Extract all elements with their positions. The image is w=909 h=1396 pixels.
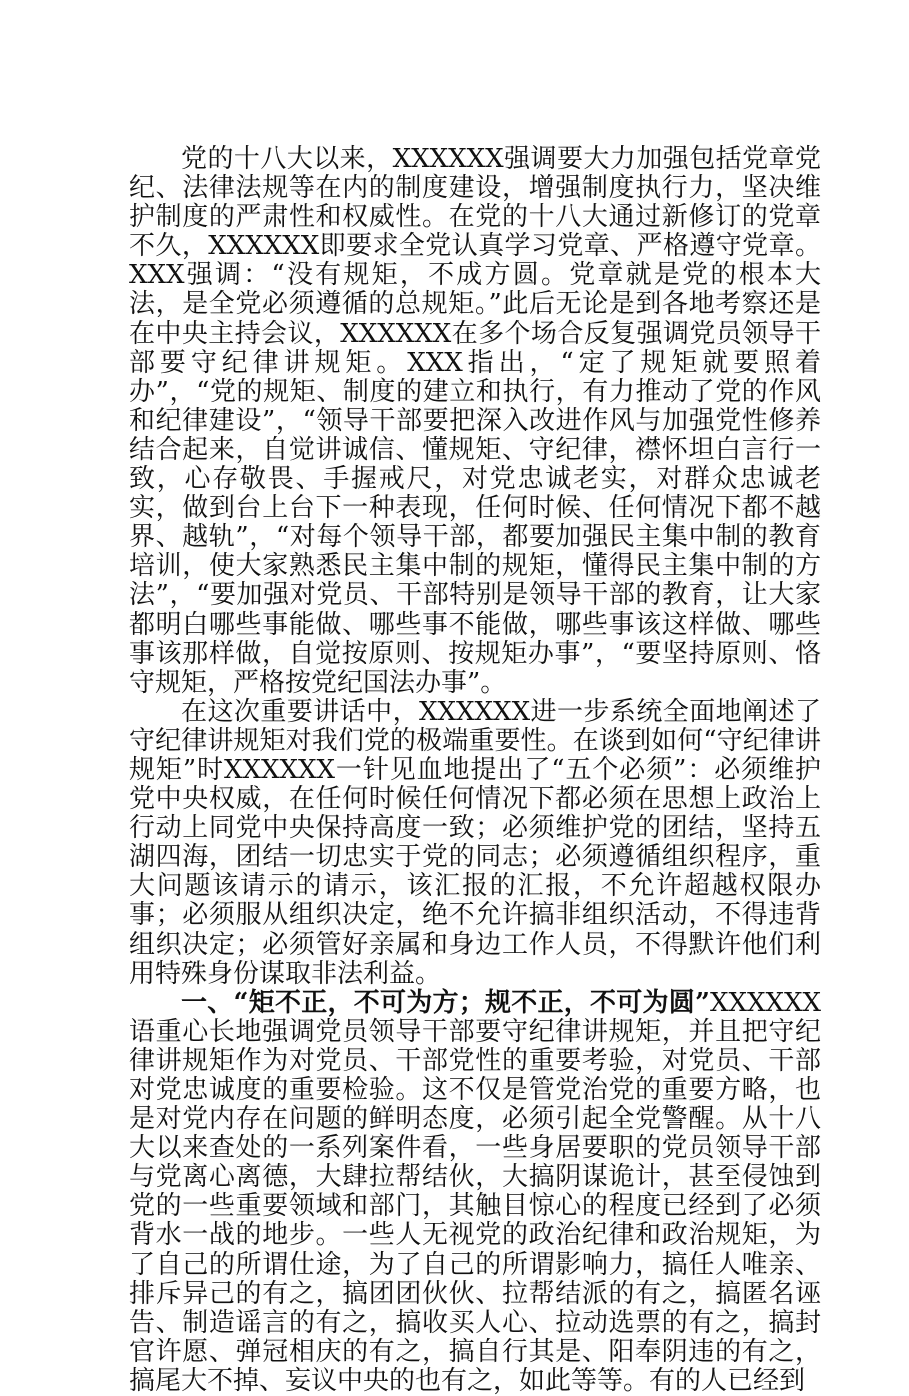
paragraph-1: 党的十八大以来，XXXXXX强调要大力加强包括党章党纪、法律法规等在内的制度建设，增强制度执行力，坚决维护制度的严肃性和权威性。在党的十八大通过新修订的党章不久，XXXXXX即要求全党认真学习党章、严格遵守党章。XXX强调：“没有规矩，不成方圆。党章就是党的根本大法，是全党必须遵循的总规矩。”此后无论是到各地考察还是在中央主持会议，XXXXXX在多个场合反复强调党员领导干部要守纪律讲规矩。XXX指出，“定了规矩就要照着办”，“党的规矩、制度的建立和执行，有力推动了党的作风和纪律建设”，“领导干部要把深入改进作风与加强党性修养结合起来，自觉讲诚信、懂规矩、守纪律，襟怀坦白言行一致，心存敬畏、手握戒尺，对党忠诚老实，对群众忠诚老实，做到台上台下一种表现，任何时候、任何情况下都不越界、越轨”，“对每个领导干部，都要加强民主集中制的教育培训，使大家熟悉民主集中制的规矩，懂得民主集中制的方法”，“要加强对党员、干部特别是领导干部的教育，让大家都明白哪些事能做、哪些事不能做，哪些事该这样做、哪些事该那样做，自觉按原则、按规矩办事”，“要坚持原则、恪守规矩，严格按党纪国法办事”。 [129,144,821,698]
paragraph-2: 在这次重要讲话中，XXXXXX进一步系统全面地阐述了守纪律讲规矩对我们党的极端重要性。在谈到如何“守纪律讲规矩”时XXXXXX一针见血地提出了“五个必须”：必须维护党中央权威，在任何时候任何情况下都必须在思想上政治上行动上同党中央保持高度一致；必须维护党的团结，坚持五湖四海，团结一切忠实于党的同志；必须遵循组织程序，重大问题该请示的请示，该汇报的汇报，不允许超越权限办事；必须服从组织决定，绝不允许搞非组织活动，不得违背组织决定；必须管好亲属和身边工作人员，不得默许他们利用特殊身份谋取非法利益。 [129,696,821,989]
document-body [129,145,821,1396]
section-heading: 一、“矩不正，不可为方；规不正，不可为圆” [181,987,710,1018]
section-paragraph [129,989,821,1396]
section-body: XXXXXX语重心长地强调党员领导干部要守纪律讲规矩，并且把守纪律讲规矩作为对党员、干部党性的重要考验，对党员、干部对党忠诚度的重要检验。这不仅是管党治党的重要方略，也是对党内存在问题的鲜明态度，必须引起全党警醒。从十八大以来查处的一系列案件看，一些身居要职的党员领导干部与党离心离德，大肆拉帮结伙，大搞阴谋诡计，甚至侵蚀到党的一些重要领域和部门，其触目惊心的程度已经到了必须背水一战的地步。一些人无视党的政治纪律和政治规矩，为了自己的所谓仕途，为了自己的所谓影响力，搞任人唯亲、排斥异己的有之，搞团团伙伙、拉帮结派的有之，搞匿名诬告、制造谣言的有之，搞收买人心、拉动选票的有之，搞封官许愿、弹冠相庆的有之，搞自行其是、阳奉阴违的有之，搞尾大不掉、妄议中央的也有之，如此等等。有的人已经到 [129,987,821,1396]
